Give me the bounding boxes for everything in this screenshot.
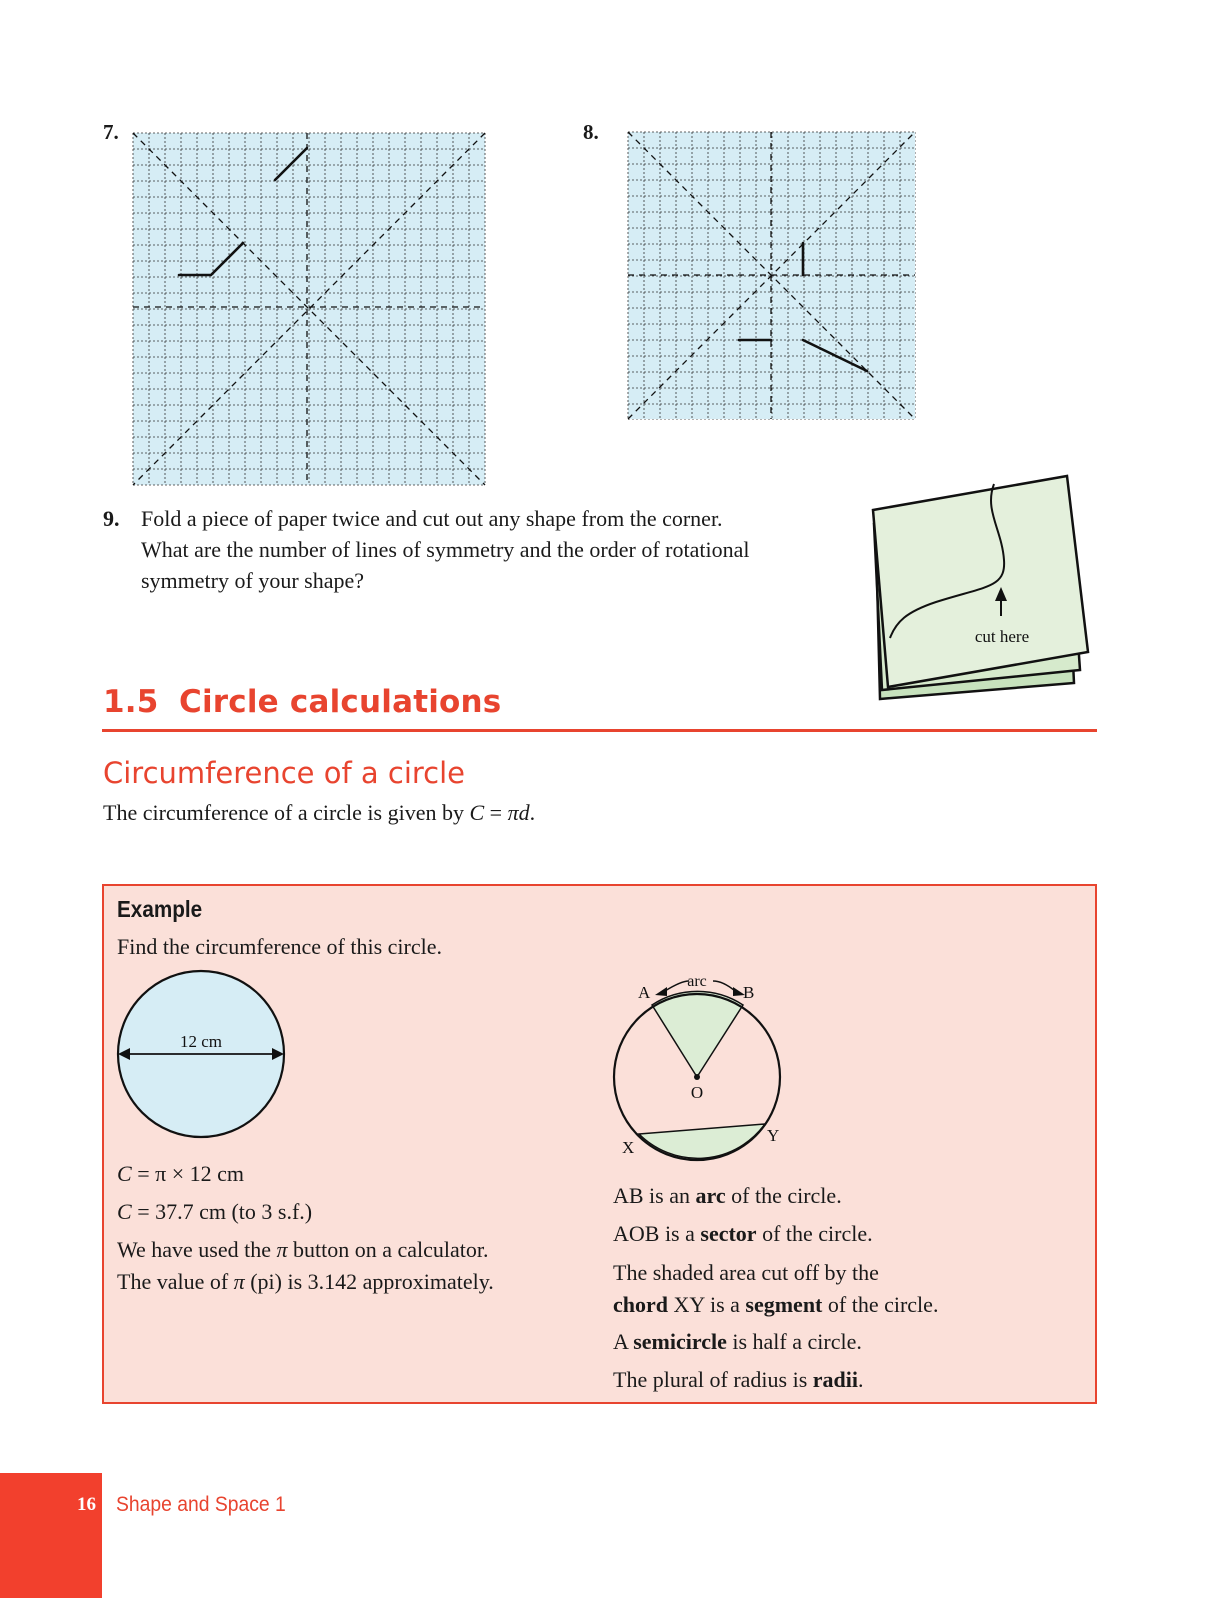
calc-line-1 bbox=[117, 1161, 244, 1187]
footer-tab bbox=[0, 1473, 102, 1598]
formula-pi-d: πd bbox=[507, 800, 530, 825]
def-segment-post: of the circle. bbox=[822, 1292, 939, 1317]
formula-c: C bbox=[469, 800, 485, 825]
def-semi-pre: A bbox=[613, 1329, 634, 1354]
formula-eq: = bbox=[484, 800, 508, 825]
def-radii-post: . bbox=[858, 1367, 864, 1392]
question-9-number: 9. bbox=[103, 506, 120, 531]
question-8-number: 8. bbox=[583, 120, 599, 144]
question-7-grid bbox=[130, 130, 486, 486]
example-box bbox=[102, 884, 1097, 1404]
example-heading: Example bbox=[117, 896, 203, 922]
circle-parts-diagram bbox=[605, 965, 795, 1165]
section-number: 1.5 bbox=[103, 684, 159, 720]
section-title bbox=[103, 684, 501, 720]
point-o-label: O bbox=[690, 1083, 704, 1102]
calc2-c: C bbox=[117, 1199, 132, 1224]
intro-sentence: The circumference of a circle is given by bbox=[103, 800, 464, 825]
cut-here-label: cut here bbox=[974, 627, 1030, 646]
def-arc-bold: arc bbox=[695, 1183, 726, 1208]
def-radii-bold: radii bbox=[812, 1367, 859, 1392]
chapter-title: Shape and Space 1 bbox=[116, 1493, 286, 1516]
def-arc bbox=[613, 1183, 842, 1209]
note2-b: (pi) is 3.142 approximately. bbox=[244, 1269, 494, 1294]
def-semi-post: is half a circle. bbox=[726, 1329, 862, 1354]
point-x-label: X bbox=[622, 1138, 635, 1157]
def-radii-pre: The plural of radius is bbox=[613, 1367, 813, 1392]
section-rule bbox=[102, 729, 1097, 732]
point-y-label: Y bbox=[767, 1126, 780, 1145]
intro-text bbox=[103, 800, 535, 826]
note1-b: button on a calculator. bbox=[287, 1237, 489, 1262]
def-sector bbox=[613, 1221, 873, 1247]
subsection-title: Circumference of a circle bbox=[103, 756, 466, 790]
arc-label: arc bbox=[687, 973, 707, 990]
def-segment-line-2 bbox=[613, 1292, 938, 1318]
folded-paper-illustration bbox=[866, 470, 1096, 706]
note1-pi: π bbox=[276, 1237, 288, 1262]
formula-end: . bbox=[529, 800, 536, 825]
question-8-grid bbox=[626, 130, 916, 420]
point-a-label: A bbox=[638, 983, 651, 1002]
note2-a: The value of bbox=[117, 1269, 234, 1294]
question-7-number: 7. bbox=[103, 120, 119, 144]
note-line-1 bbox=[117, 1237, 489, 1263]
def-sector-pre: AOB is a bbox=[613, 1221, 701, 1246]
def-sector-bold: sector bbox=[700, 1221, 757, 1246]
def-segment-mid: XY is a bbox=[668, 1292, 746, 1317]
note-line-2 bbox=[117, 1269, 494, 1295]
def-arc-post: of the circle. bbox=[725, 1183, 842, 1208]
def-segment-line-1: The shaded area cut off by the bbox=[613, 1260, 879, 1285]
def-radii bbox=[613, 1367, 864, 1393]
def-sector-post: of the circle. bbox=[756, 1221, 873, 1246]
question-9-text: Fold a piece of paper twice and cut out any shape from the corner. What are the number of lines of symmetry and the order of rotational symmetry of your shape? bbox=[141, 506, 750, 593]
note1-a: We have used the bbox=[117, 1237, 277, 1262]
calc1-rest: = π × 12 cm bbox=[131, 1161, 244, 1186]
section-title-text: Circle calculations bbox=[179, 684, 502, 720]
diameter-label: 12 cm bbox=[179, 1032, 223, 1051]
note2-pi: π bbox=[233, 1269, 245, 1294]
page-number: 16 bbox=[77, 1494, 96, 1515]
calc-line-2 bbox=[117, 1199, 312, 1225]
def-semi-bold: semicircle bbox=[633, 1329, 727, 1354]
point-b-label: B bbox=[743, 983, 755, 1002]
def-semicircle bbox=[613, 1329, 862, 1355]
def-arc-pre: AB is an bbox=[613, 1183, 696, 1208]
def-segment-chord: chord bbox=[613, 1292, 668, 1317]
example-prompt: Find the circumference of this circle. bbox=[117, 934, 442, 959]
def-segment-bold: segment bbox=[745, 1292, 823, 1317]
example-circle-diagram bbox=[110, 964, 294, 1144]
calc1-c: C bbox=[117, 1161, 132, 1186]
calc2-rest: = 37.7 cm (to 3 s.f.) bbox=[131, 1199, 313, 1224]
